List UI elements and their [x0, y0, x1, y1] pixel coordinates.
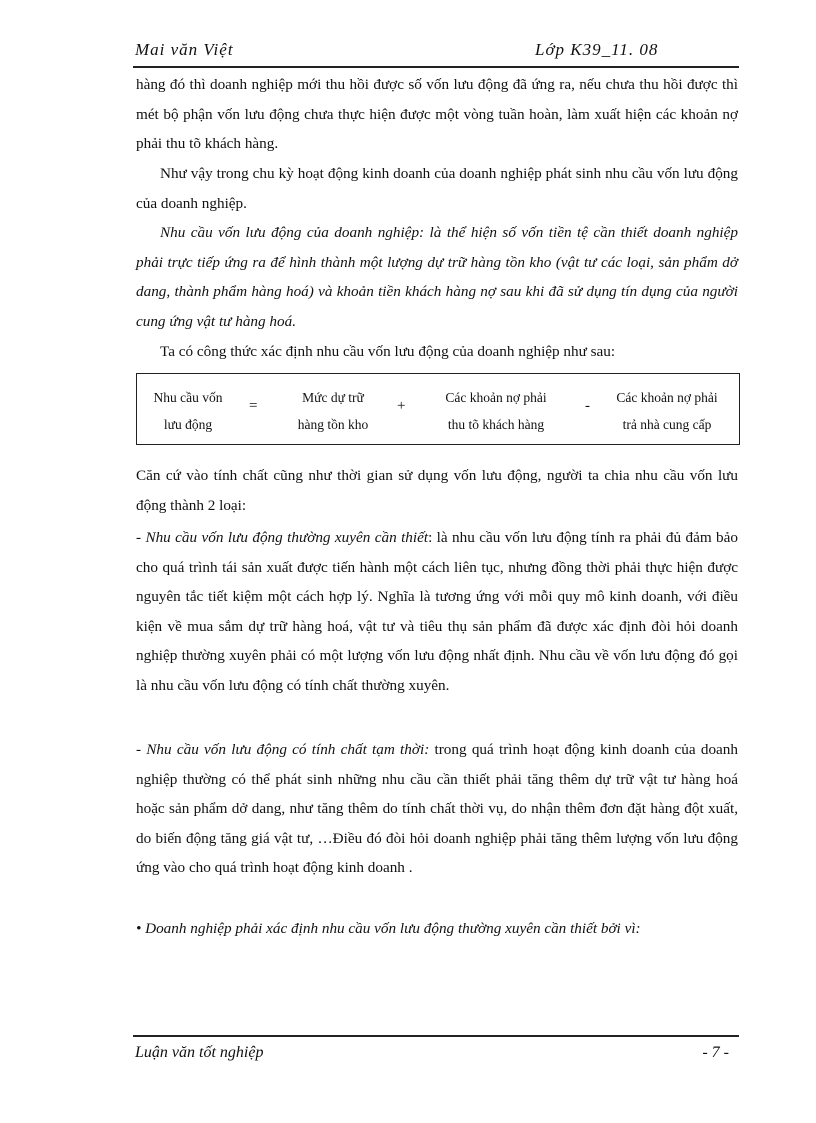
formula-plus: +: [397, 398, 406, 414]
paragraph-bullet-reason: • Doanh nghiệp phải xác định nhu cầu vốn lưu động thường xuyên cần thiết bởi vì:: [136, 920, 641, 937]
text-permanent-need: : là nhu cầu vốn lưu động tính ra phải đủ đảm bảo cho quá trình tái sản xuất được tiến hành một cách liên tục, nhưng đồng thời phải thực hiện được nguyên tắc tiết kiệm một cách hợp lý. Nghĩa là tương ứng với mỗi quy mô kinh doanh, với điều kiện về mua sắm dự trữ hàng hoá, vật tư và tiêu thụ sản phẩm đã được xác định đòi hỏi doanh nghiệp thường xuyên phải có một lượng vốn lưu động nhất định. Nhu cầu về vốn lưu động đó gọi là nhu cầu vốn lưu động có tính chất thường xuyên.: [136, 529, 738, 694]
formula-text: hàng tồn kho: [297, 417, 369, 432]
footer-title: Luận văn tốt nghiệp: [135, 1044, 264, 1061]
paragraph-formula-intro: Ta có công thức xác định nhu cầu vốn lưu động của doanh nghiệp như sau:: [160, 343, 616, 360]
formula-text: Mức dự trữ: [302, 390, 364, 405]
term-permanent-need: - Nhu cầu vốn lưu động thường xuyên cần thiết: [136, 529, 429, 546]
formula-term-receivables: [421, 384, 571, 438]
footer-divider: [133, 1035, 739, 1037]
text-temporary-need: trong quá trình hoạt động kinh doanh của doanh nghiệp thường có thể phát sinh những nhu cầu cần thiết phải tăng thêm dự trữ vật tư hàng hoá hoặc sản phẩm dở dang, như tăng thêm do tính chất thời vụ, do nhận thêm đơn đặt hàng đột xuất, do biến động tăng giá vật tư, …Điều đó đòi hỏi doanh nghiệp phải tăng thêm lượng vốn lưu động ứng vào cho quá trình hoạt động kinh doanh .: [136, 741, 738, 876]
term-temporary-need: - Nhu cầu vốn lưu động có tính chất tạm thời:: [136, 741, 430, 758]
formula-minus: -: [585, 398, 590, 414]
paragraph-definition: Nhu cầu vốn lưu động của doanh nghiệp: là thể hiện số vốn tiền tệ cần thiết doanh nghiệp phải trực tiếp ứng ra để hình thành một lượng dự trữ hàng tồn kho (vật tư các loại, sản phẩm dở dang, thành phẩm hàng hoá) và khoản tiền khách hàng nợ sau khi đã sử dụng tín dụng của người cung ứng vật tư hàng hoá.: [136, 224, 738, 330]
page-footer: [133, 1044, 739, 1070]
header-author: Mai văn Việt: [135, 40, 234, 59]
formula-text: Nhu cầu vốn: [153, 390, 223, 405]
page-number: - 7 -: [702, 1044, 729, 1061]
formula-term-requirement: [137, 384, 239, 438]
paragraph-cycle-summary: Như vậy trong chu kỳ hoạt động kinh doanh của doanh nghiệp phát sinh nhu cầu vốn lưu động của doanh nghiệp.: [136, 165, 738, 212]
paragraph-classification: Căn cứ vào tính chất cũng như thời gian sử dụng vốn lưu động, người ta chia nhu cầu vốn lưu động thành 2 loại:: [136, 467, 738, 514]
formula-equals: =: [249, 398, 258, 414]
paragraph-temporary-need: [136, 735, 738, 883]
paragraph-permanent-need: [136, 523, 738, 700]
formula-text: Các khoản nợ phải: [616, 390, 718, 405]
formula-text: thu tõ khách hàng: [447, 417, 545, 432]
formula-text: lưu động: [163, 417, 213, 432]
formula-term-inventory: [275, 384, 391, 438]
formula-text: trả nhà cung cấp: [622, 417, 712, 432]
header-divider: [133, 66, 739, 68]
page-header: [133, 38, 739, 66]
header-class-label: Lớp K39_11. 08: [535, 40, 659, 59]
formula-term-payables: [597, 384, 737, 438]
working-capital-formula: [136, 373, 740, 445]
paragraph-continuation: hàng đó thì doanh nghiệp mới thu hồi được số vốn lưu động đã ứng ra, nếu chưa thu hồi được thì mét bộ phận vốn lưu động chưa thực hiện được một vòng tuần hoàn, làm xuất hiện các khoản nợ phải thu tõ khách hàng.: [136, 76, 738, 152]
formula-text: Các khoản nợ phải: [445, 390, 547, 405]
